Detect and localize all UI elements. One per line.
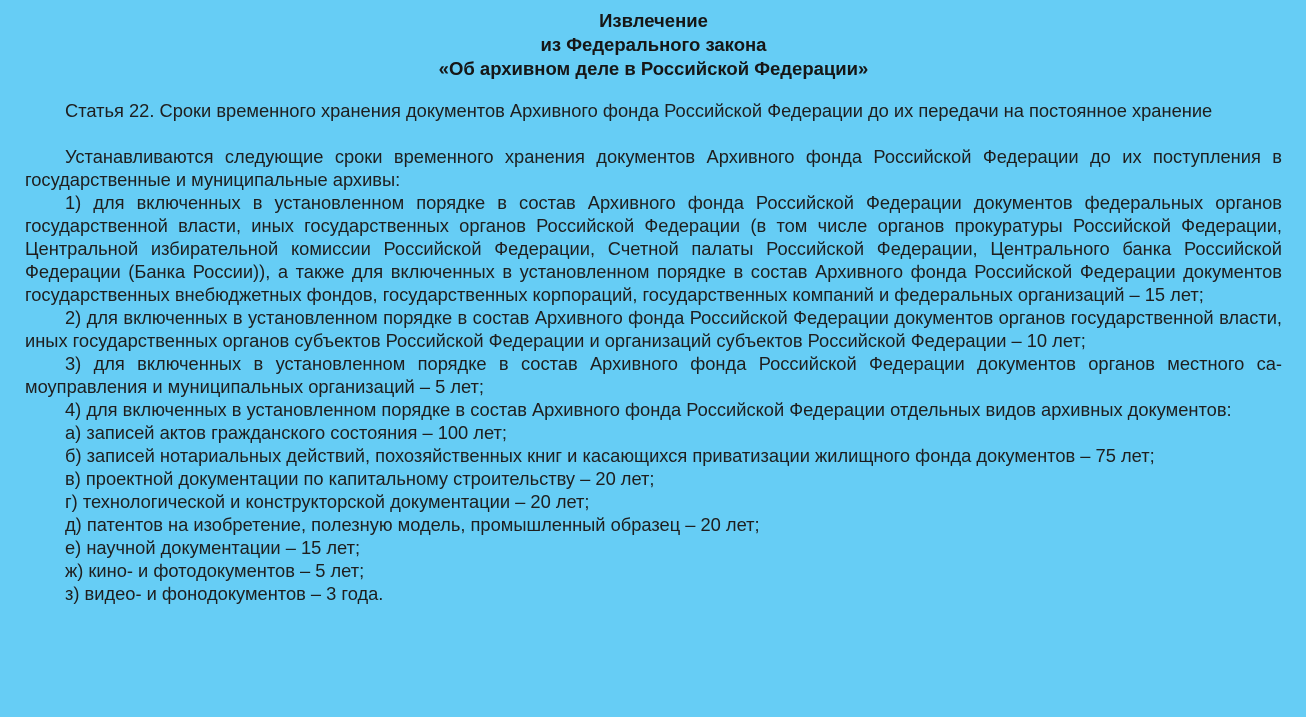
- sub-list-item: ж) кино- и фотодокументов – 5 лет;: [65, 559, 365, 581]
- list-item: 2) для включенных в установленном порядке в состав Архивного фонда Российской Федерации документов органов государственной власти, иных государственных органов субъектов Российской Федерации и организаций субъектов Российской Федерации – 10 лет;: [25, 306, 1282, 351]
- intro-paragraph: Устанавливаются следующие сроки временного хранения документов Архивного фонда Российской Федерации до их поступления в государственные и муниципальные архивы:: [25, 145, 1282, 190]
- list-item: 4) для включенных в установленном порядке в состав Архивного фонда Российской Федерации отдельных видов архивных документов:: [65, 398, 1232, 420]
- heading-line-2: из Федерального закона: [540, 34, 767, 55]
- heading-line-1: Извлечение: [599, 10, 708, 31]
- sub-list-item: г) технологической и конструкторской документации – 20 лет;: [65, 490, 590, 512]
- sub-list-item: в) проектной документации по капитальному строительству – 20 лет;: [65, 467, 655, 489]
- sub-list-item: а) записей актов гражданского состояния – 100 лет;: [65, 421, 507, 443]
- heading-line-3: «Об архивном деле в Российской Федерации»: [438, 58, 869, 79]
- document-heading: [25, 9, 1282, 81]
- sub-list-item: е) научной документации – 15 лет;: [65, 536, 361, 558]
- sub-list-item: д) патентов на изобретение, полезную модель, промышленный образец – 20 лет;: [65, 513, 760, 535]
- sub-list-item: з) видео- и фонодокументов – 3 года.: [65, 582, 384, 604]
- list-item: 3) для включенных в установленном порядке в состав Архивного фонда Российской Федерации документов органов местного самоуправления и муниципальных организаций – 5 лет;: [25, 352, 1282, 397]
- article-body: [25, 145, 1282, 605]
- sub-list-item: б) записей нотариальных действий, похозяйственных книг и касающихся приватизации жилищного фонда документов – 75 лет;: [65, 444, 1155, 466]
- article-title: Статья 22. Сроки временного хранения документов Архивного фонда Российской Федерации до их передачи на постоянное хранение: [65, 100, 1213, 121]
- list-item: 1) для включенных в установленном порядке в состав Архивного фонда Российской Федерации документов федеральных органов государственной власти, иных государственных органов Российской Федерации (в том числе органов прокуратуры Российской Федерации, Центральной избирательной комиссии Российской Федерации, Счетной палаты Российской Федерации, Центрального банка Российской Федерации (Банка России)), а также для включенных в установленном порядке в состав Архивного фонда Российской Федерации документов государственных внебюджетных фондов, государственных корпораций, государственных компаний и федеральных организаций – 15 лет;: [25, 191, 1282, 305]
